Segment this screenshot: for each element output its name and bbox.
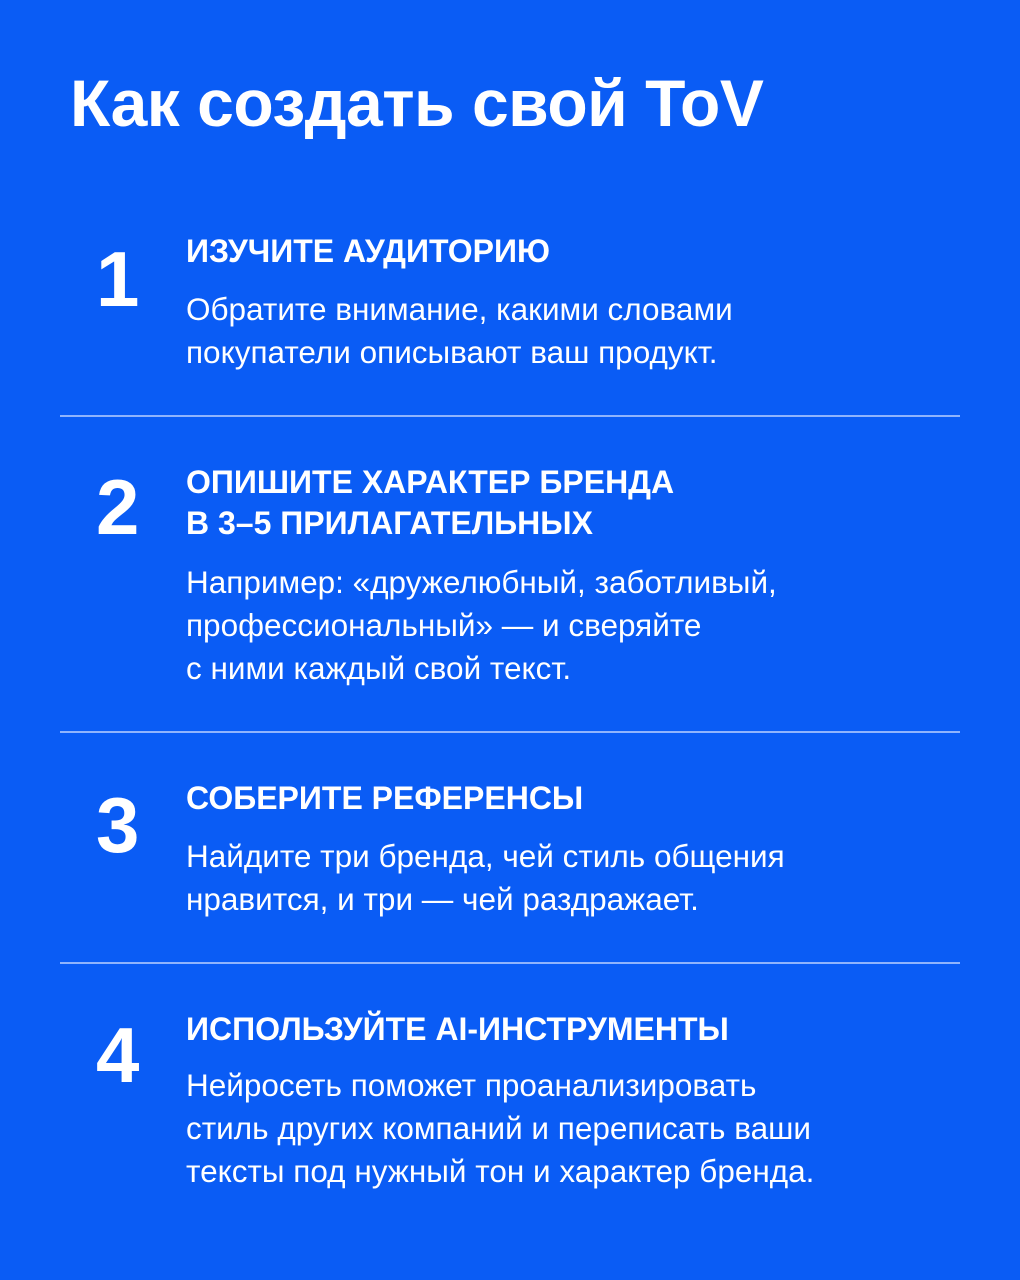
step-number: 3 (96, 781, 140, 869)
step-heading: ОПИШИТЕ ХАРАКТЕР БРЕНДА В 3–5 ПРИЛАГАТЕЛЬНЫХ (186, 464, 675, 541)
step-text: Найдите три бренда, чей стиль общения нравится, и три — чей раздражает. (186, 838, 785, 917)
step-number: 1 (96, 235, 140, 323)
divider (60, 731, 960, 733)
divider (60, 415, 960, 417)
step-heading: ИЗУЧИТЕ АУДИТОРИЮ (186, 233, 550, 269)
page-title: Как создать свой ToV (70, 66, 764, 140)
step-heading: СОБЕРИТЕ РЕФЕРЕНСЫ (186, 780, 584, 816)
step-heading: ИСПОЛЬЗУЙТЕ AI-ИНСТРУМЕНТЫ (186, 1011, 729, 1047)
step-text: Например: «дружелюбный, заботливый, профессиональный» — и сверяйте с ними каждый свой текст. (186, 564, 777, 686)
step-number: 4 (96, 1011, 140, 1099)
step-text: Нейросеть поможет проанализировать стиль других компаний и переписать ваши тексты под нужный тон и характер бренда. (186, 1067, 815, 1189)
step-number: 2 (96, 463, 140, 551)
divider (60, 962, 960, 964)
step-text: Обратите внимание, какими словами покупатели описывают ваш продукт. (186, 291, 733, 370)
